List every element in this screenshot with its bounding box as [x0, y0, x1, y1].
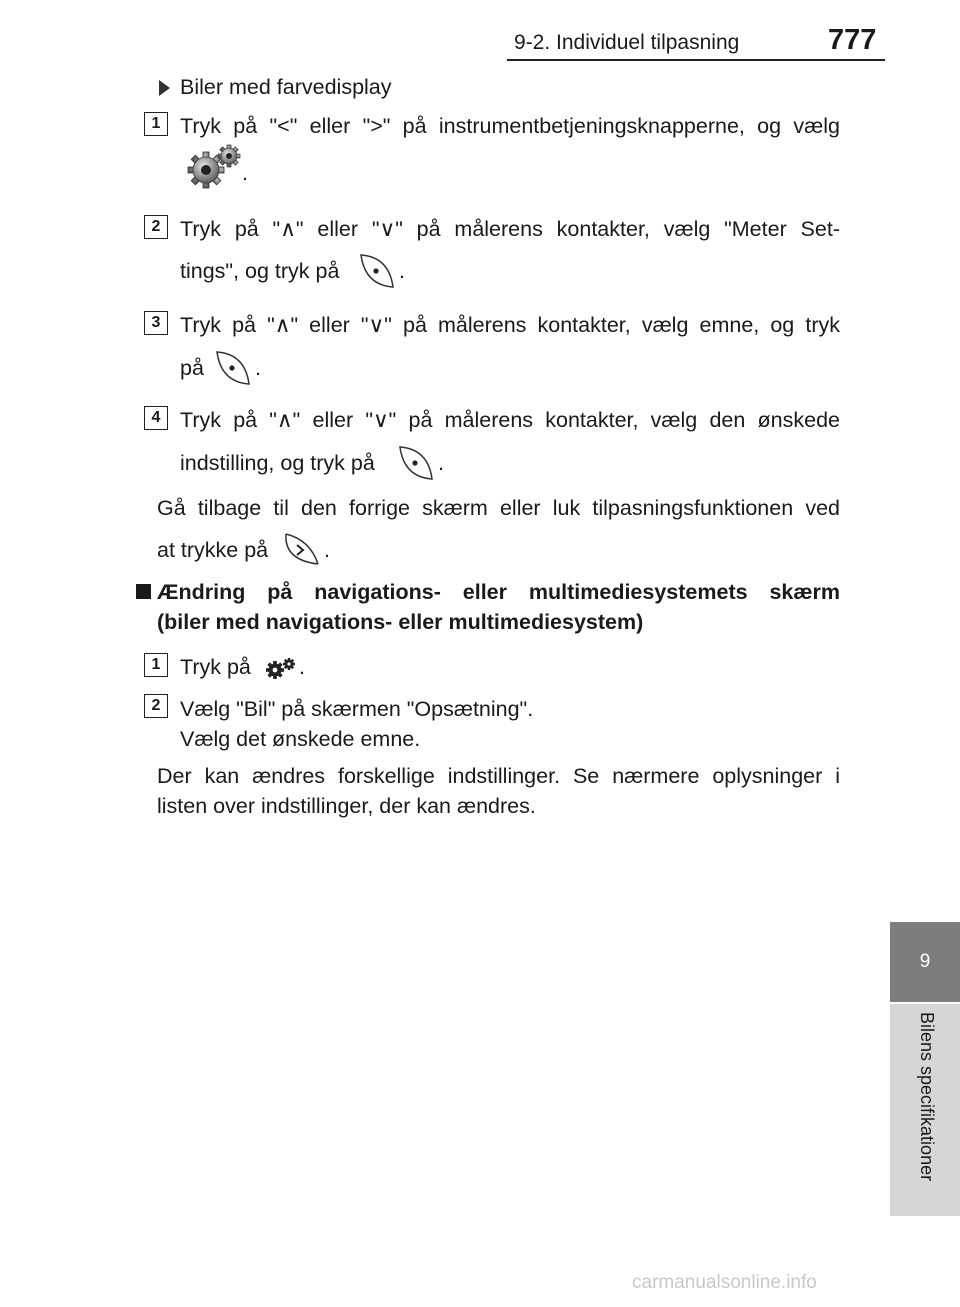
step-4-text-cont: indstilling, og tryk på: [180, 451, 375, 475]
step-b-2-text: Vælg "Bil" på skærmen "Opsætning".: [180, 697, 534, 721]
header-rule: [507, 59, 885, 61]
nav-heading: Ændring på navigations- eller multimediesystemets skærm: [157, 580, 840, 604]
watermark: carmanualsonline.info: [632, 1272, 817, 1293]
step-3-end: .: [255, 356, 261, 380]
step-2-text-cont: tings", og tryk på: [180, 259, 340, 283]
step-2-end: .: [399, 259, 405, 283]
chapter-number: 9: [919, 951, 931, 972]
back-note: Gå tilbage til den forrige skærm eller luk tilpasningsfunktionen ved: [157, 496, 840, 520]
nav-heading-cont: (biler med navigations- eller multimediesystem): [157, 610, 644, 634]
back-button-icon: [280, 530, 322, 570]
step-number-3: 3: [144, 311, 168, 335]
final-note: Der kan ændres forskellige indstillinger. Se nærmere oplysninger i: [157, 764, 840, 788]
chapter-tab: [890, 922, 960, 1002]
step-number-4: 4: [144, 406, 168, 430]
step-2-text: Tryk på "∧" eller "∨" på målerens kontakter, vælg "Meter Set-: [180, 217, 840, 241]
gears-icon: [184, 143, 242, 193]
step-1-end: .: [242, 161, 248, 185]
back-note-end: .: [324, 538, 330, 562]
enter-button-icon: [394, 443, 436, 485]
arrow-bullet-icon: [159, 80, 170, 96]
step-1-text: Tryk på "<" eller ">" på instrumentbetjeningsknapperne, og vælg: [180, 114, 840, 138]
color-display-heading: Biler med farvedisplay: [180, 75, 392, 99]
final-note-cont: listen over indstillinger, der kan ændres.: [157, 794, 536, 818]
step-3-text-cont: på: [180, 356, 204, 380]
step-4-end: .: [438, 451, 444, 475]
enter-button-icon: [355, 251, 397, 293]
step-b-number-1: 1: [144, 653, 168, 677]
step-number-2: 2: [144, 215, 168, 239]
small-gears-icon: [264, 656, 298, 680]
chapter-label: Bilens specifikationer: [917, 1012, 937, 1182]
section-title: 9-2. Individuel tilpasning: [514, 31, 740, 54]
chapter-label-tab: [890, 1004, 960, 1216]
back-note-cont: at trykke på: [157, 538, 269, 562]
step-b-1-text: Tryk på: [180, 655, 251, 679]
enter-button-icon: [211, 348, 253, 390]
step-4-text: Tryk på "∧" eller "∨" på målerens kontakter, vælg den ønskede: [180, 408, 840, 432]
step-3-text: Tryk på "∧" eller "∨" på målerens kontakter, vælg emne, og tryk: [180, 313, 840, 337]
page-number: 777: [828, 24, 877, 56]
step-b-1-end: .: [299, 655, 305, 679]
step-b-number-2: 2: [144, 694, 168, 718]
step-number-1: 1: [144, 112, 168, 136]
step-b-2-text-cont: Vælg det ønskede emne.: [180, 727, 421, 751]
section-bullet-icon: [136, 584, 151, 599]
